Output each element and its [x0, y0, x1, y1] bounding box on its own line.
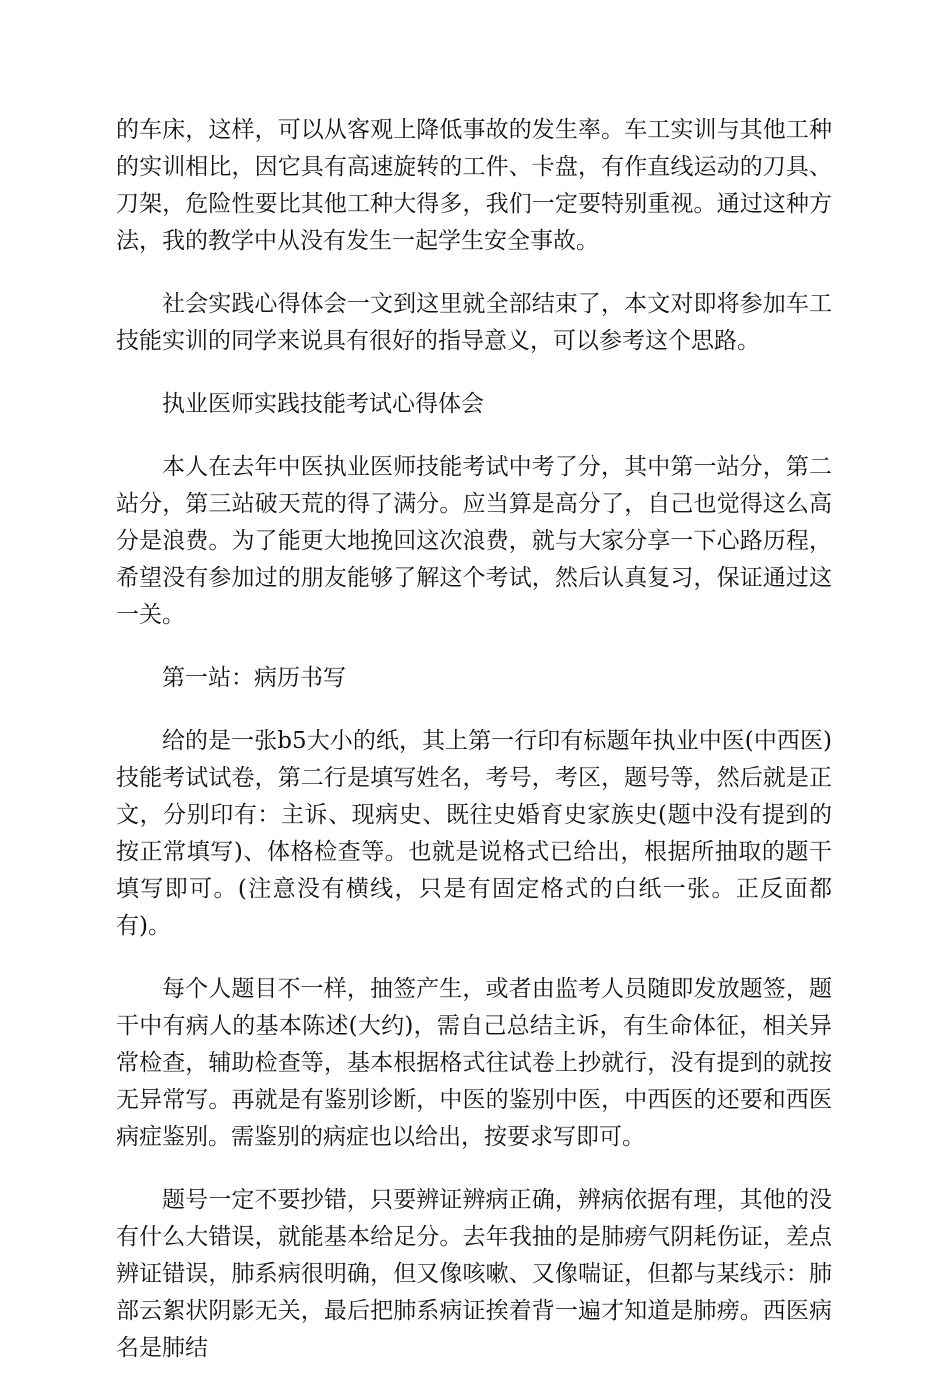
- paragraph-question-details: 每个人题目不一样，抽签产生，或者由监考人员随即发放题签，题干中有病人的基本陈述(大约)，需自己总结主诉，有生命体征，相关异常检查，辅助检查等，基本根据格式往试卷上抄就行，没有提到的就按无异常写。再就是有鉴别诊断，中医的鉴别中医，中西医的还要和西医病症鉴别。需鉴别的病症也以给出，按要求写即可。: [116, 976, 832, 1150]
- paragraph-safety-conclusion: 的车床，这样，可以从客观上降低事故的发生率。车工实训与其他工种的实训相比，因它具有高速旋转的工件、卡盘，有作直线运动的刀具、刀架，危险性要比其他工种大得多，我们一定要特别重视。通过这种方法，我的教学中从没有发生一起学生安全事故。: [116, 117, 832, 254]
- paragraph-exam-paper: 给的是一张b5大小的纸，其上第一行印有标题年执业中医(中西医)技能考试试卷，第二行是填写姓名，考号，考区，题号等，然后就是正文，分别印有：主诉、现病史、既往史婚育史家族史(题中没有提到的按正常填写)、体格检查等。也就是说格式已给出，根据所抽取的题干填写即可。(注意没有横线，只是有固定格式的白纸一张。正反面都有)。: [116, 728, 832, 939]
- section-title: 执业医师实践技能考试心得体会: [162, 391, 484, 417]
- paragraph-scoring: 题号一定不要抄错，只要辨证辨病正确，辨病依据有理，其他的没有什么大错误，就能基本给足分。去年我抽的是肺痨气阴耗伤证，差点辨证错误，肺系病很明确，但又像咳嗽、又像喘证，但都与某线示：肺部云絮状阴影无关，最后把肺系病证挨着背一遍才知道是肺痨。西医病名是肺结: [116, 1187, 832, 1361]
- paragraph-article-ending: 社会实践心得体会一文到这里就全部结束了，本文对即将参加车工技能实训的同学来说具有很好的指导意义，可以参考这个思路。: [116, 291, 832, 354]
- document-body: [116, 112, 832, 1393]
- subsection-title: 第一站：病历书写: [162, 665, 346, 691]
- paragraph-intro: 本人在去年中医执业医师技能考试中考了分，其中第一站分，第二站分，第三站破天荒的得了满分。应当算是高分了，自己也觉得这么高分是浪费。为了能更大地挽回这次浪费，就与大家分享一下心路历程，希望没有参加过的朋友能够了解这个考试，然后认真复习，保证通过这一关。: [116, 454, 832, 628]
